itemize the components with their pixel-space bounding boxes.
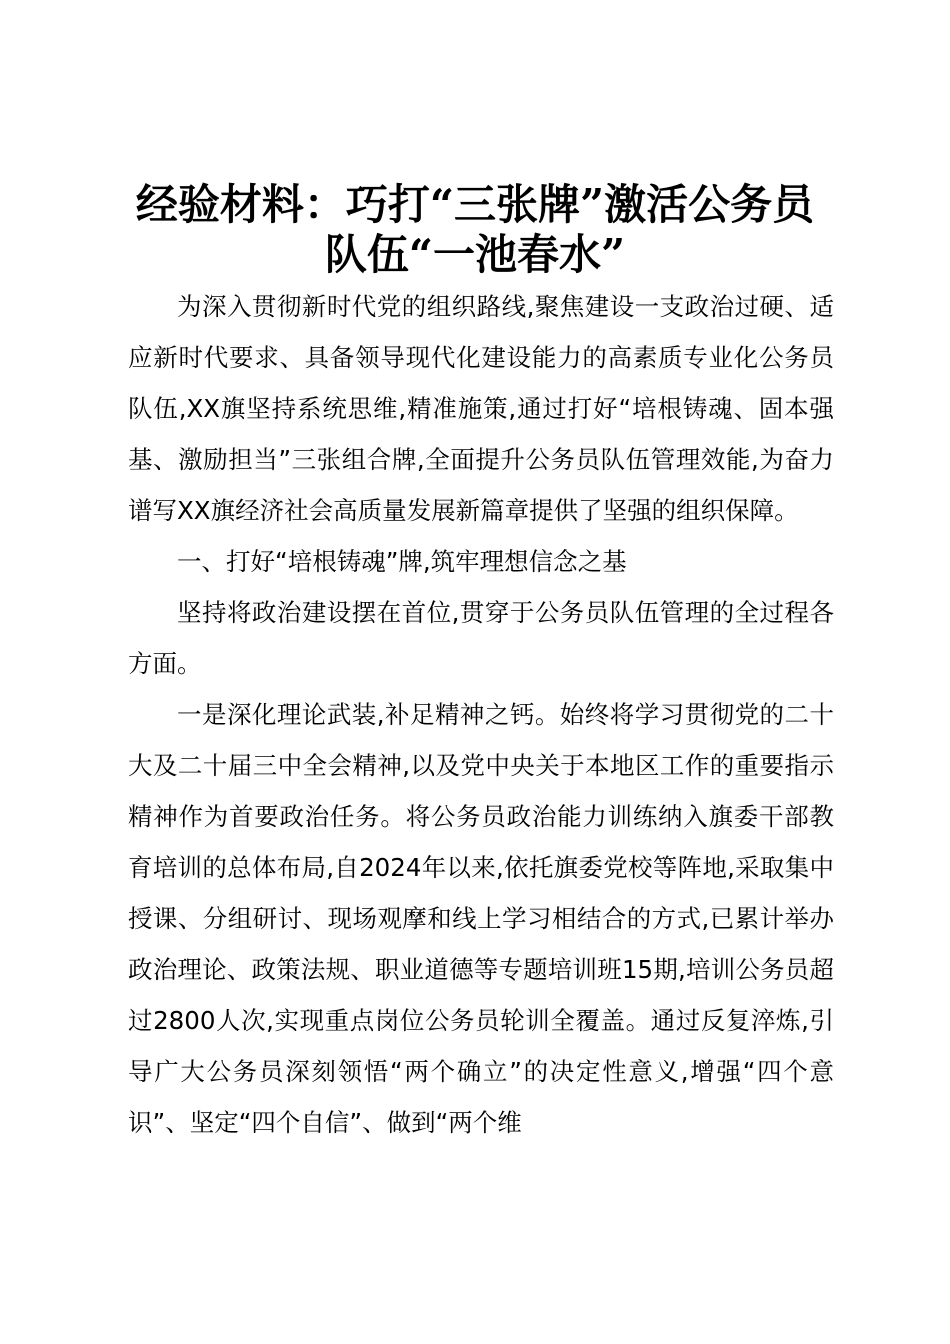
document-body [128,281,834,1148]
document-title-line-2: 队伍“一池春水” [324,230,626,279]
section-1-lead-paragraph: 坚持将政治建设摆在首位,贯穿于公务员队伍管理的全过程各方面。 [128,598,834,678]
section-1-point-1-paragraph: 一是深化理论武装,补足精神之钙。始终将学习贯彻党的二十大及二十届三中全会精神,以及党中央关于本地区工作的重要指示精神作为首要政治任务。将公务员政治能力训练纳入旗委干部教育培训的总体布局,自2024年以来,依托旗委党校等阵地,采取集中授课、分组研讨、现场观摩和线上学习相结合的方式,已累计举办政治理论、政策法规、职业道德等专题培训班15期,培训公务员超过2800人次,实现重点岗位公务员轮训全覆盖。通过反复淬炼,引导广大公务员深刻领悟“两个确立”的决定性意义,增强“四个意识”、坚定“四个自信”、做到“两个维 [128,700,834,1137]
intro-paragraph: 为深入贯彻新时代党的组织路线,聚焦建设一支政治过硬、适应新时代要求、具备领导现代化建设能力的高素质专业化公务员队伍,XX旗坚持系统思维,精准施策,通过打好“培根铸魂、固本强基、激励担当”三张组合牌,全面提升公务员队伍管理效能,为奋力谱写XX旗经济社会高质量发展新篇章提供了坚强的组织保障。 [128,292,834,525]
section-heading-1: 一、打好“培根铸魂”牌,筑牢理想信念之基 [177,547,627,576]
document-title-line-1: 经验材料：巧打“三张牌”激活公务员 [135,180,815,229]
